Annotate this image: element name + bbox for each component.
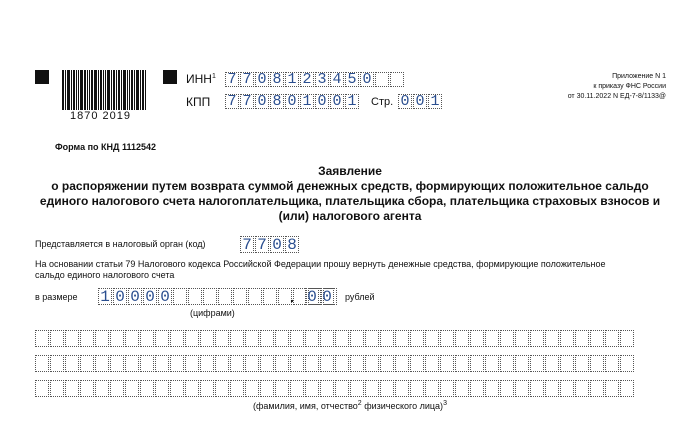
digit-cell[interactable]: 8 — [285, 236, 299, 253]
fio-cell[interactable] — [260, 330, 274, 347]
fio-cell[interactable] — [605, 330, 619, 347]
corner-marker-right — [163, 70, 177, 84]
fio-cell[interactable] — [545, 380, 559, 397]
fio-cell[interactable] — [440, 330, 454, 347]
fio-cell[interactable] — [560, 355, 574, 372]
fio-cell[interactable] — [185, 355, 199, 372]
fio-cell[interactable] — [530, 355, 544, 372]
digit-cell[interactable]: 3 — [315, 72, 329, 87]
fio-cell[interactable] — [260, 380, 274, 397]
fio-cell[interactable] — [620, 355, 634, 372]
fio-cell[interactable] — [335, 380, 349, 397]
fio-cell[interactable] — [515, 355, 529, 372]
tax-authority-label: Представляется в налоговый орган (код) — [35, 239, 206, 249]
fio-cell[interactable] — [605, 380, 619, 397]
fio-cell[interactable] — [140, 380, 154, 397]
page-label: Стр. — [371, 96, 394, 108]
fio-cell[interactable] — [590, 355, 604, 372]
doc-title-line-2: о распоряжении путем возврата суммой денежных средств, формирующих положительное сальдо — [51, 179, 649, 193]
fio-cell[interactable] — [305, 380, 319, 397]
fio-cell[interactable] — [530, 330, 544, 347]
fio-cell[interactable] — [215, 380, 229, 397]
tax-authority-field[interactable] — [240, 236, 300, 253]
fio-footnote-3: 3 — [443, 400, 447, 407]
fio-cell[interactable] — [170, 355, 184, 372]
appendix-line-2: к приказу ФНС России — [593, 83, 666, 90]
fio-cell[interactable] — [290, 355, 304, 372]
fio-cell[interactable] — [365, 355, 379, 372]
fio-cell[interactable] — [35, 330, 49, 347]
digit-cell[interactable] — [263, 288, 277, 305]
digit-cell[interactable]: 7 — [255, 236, 269, 253]
page-number-field[interactable] — [398, 94, 443, 109]
kopecks-field[interactable] — [305, 288, 335, 305]
fio-cell[interactable] — [140, 330, 154, 347]
digit-cell[interactable] — [375, 72, 389, 87]
basis-text-2: сальдо единого налогового счета — [35, 270, 175, 280]
fio-cell[interactable] — [110, 355, 124, 372]
fio-cell[interactable] — [425, 330, 439, 347]
fio-cell[interactable] — [110, 330, 124, 347]
fio-cell[interactable] — [515, 330, 529, 347]
fio-cell[interactable] — [95, 330, 109, 347]
fio-cell[interactable] — [500, 330, 514, 347]
form-code: Форма по КНД 1112542 — [55, 142, 156, 152]
fio-cell[interactable] — [395, 380, 409, 397]
fio-cell[interactable] — [245, 330, 259, 347]
appendix-line-3: от 30.11.2022 N ЕД-7-8/1133@ — [567, 93, 666, 100]
fio-cell[interactable] — [575, 380, 589, 397]
fio-cell[interactable] — [395, 355, 409, 372]
fio-cell[interactable] — [425, 380, 439, 397]
fio-cell[interactable] — [320, 330, 334, 347]
fio-cell[interactable] — [500, 380, 514, 397]
digit-cell[interactable]: 1 — [345, 94, 359, 109]
digit-cell[interactable]: 0 — [285, 94, 299, 109]
digit-cell[interactable] — [203, 288, 217, 305]
digit-cell[interactable] — [390, 72, 404, 87]
barcode-number: 1870 2019 — [70, 110, 131, 122]
fio-cell[interactable] — [365, 330, 379, 347]
fio-cell[interactable] — [185, 330, 199, 347]
digit-cell[interactable] — [233, 288, 247, 305]
digit-cell[interactable]: 1 — [98, 288, 112, 305]
fio-cell[interactable] — [620, 380, 634, 397]
amount-caption: (цифрами) — [190, 308, 235, 318]
fio-cell[interactable] — [485, 380, 499, 397]
fio-caption — [253, 400, 447, 411]
fio-cell[interactable] — [65, 330, 79, 347]
digit-cell[interactable]: 0 — [330, 94, 344, 109]
fio-cell[interactable] — [95, 355, 109, 372]
fio-cell[interactable] — [470, 330, 484, 347]
digit-cell[interactable]: 7 — [225, 94, 239, 109]
fio-cell[interactable] — [50, 355, 64, 372]
fio-cell[interactable] — [50, 330, 64, 347]
fio-caption-end: физического лица) — [361, 401, 444, 411]
fio-cell[interactable] — [485, 355, 499, 372]
fio-cell[interactable] — [320, 355, 334, 372]
fio-cell[interactable] — [410, 380, 424, 397]
fio-cell[interactable] — [35, 380, 49, 397]
digit-cell[interactable]: 7 — [240, 94, 254, 109]
fio-cell[interactable] — [380, 330, 394, 347]
digit-cell[interactable] — [218, 288, 232, 305]
fio-cell[interactable] — [425, 355, 439, 372]
fio-cell[interactable] — [515, 380, 529, 397]
fio-cell[interactable] — [230, 330, 244, 347]
digit-cell[interactable]: 0 — [113, 288, 127, 305]
amount-label: в размере — [35, 292, 78, 302]
doc-title-line-4: (или) налогового агента — [278, 209, 422, 223]
fio-cell[interactable] — [470, 355, 484, 372]
fio-cell[interactable] — [590, 380, 604, 397]
inn-field[interactable] — [225, 72, 405, 87]
fio-cell[interactable] — [620, 330, 634, 347]
fio-cell[interactable] — [365, 380, 379, 397]
fio-cell[interactable] — [485, 330, 499, 347]
basis-text-1: На основании статьи 79 Налогового кодекса Российской Федерации прошу вернуть денежные средства, формирующие положительное — [35, 259, 606, 269]
fio-cell[interactable] — [455, 330, 469, 347]
fio-cell[interactable] — [110, 380, 124, 397]
amount-dot: . — [290, 289, 294, 305]
fio-cell[interactable] — [410, 330, 424, 347]
kpp-label: КПП — [186, 95, 211, 109]
fio-cell[interactable] — [35, 355, 49, 372]
digit-cell[interactable]: 0 — [398, 94, 412, 109]
digit-cell[interactable]: 0 — [158, 288, 172, 305]
fio-cell[interactable] — [380, 380, 394, 397]
digit-cell[interactable]: 1 — [285, 72, 299, 87]
fio-cell[interactable] — [275, 355, 289, 372]
fio-cell[interactable] — [455, 355, 469, 372]
digit-cell[interactable]: 0 — [315, 94, 329, 109]
digit-cell[interactable] — [173, 288, 187, 305]
fio-cell[interactable] — [275, 330, 289, 347]
doc-title: Заявление — [318, 164, 382, 178]
fio-cell[interactable] — [80, 330, 94, 347]
fio-cell[interactable] — [470, 380, 484, 397]
fio-cell[interactable] — [185, 380, 199, 397]
fio-cell[interactable] — [80, 355, 94, 372]
corner-marker-left — [35, 70, 49, 84]
fio-cell[interactable] — [395, 330, 409, 347]
doc-title-line-3: единого налогового счета налогоплательщика, плательщика сбора, плательщика страховых взносов и — [39, 194, 661, 208]
fio-cell[interactable] — [335, 355, 349, 372]
digit-cell[interactable]: 8 — [270, 94, 284, 109]
fio-cell[interactable] — [350, 380, 364, 397]
fio-cell[interactable] — [125, 355, 139, 372]
fio-cell[interactable] — [125, 380, 139, 397]
fio-cell[interactable] — [575, 330, 589, 347]
fio-cell[interactable] — [410, 355, 424, 372]
fio-cell[interactable] — [290, 380, 304, 397]
digit-cell[interactable]: 4 — [330, 72, 344, 87]
digit-cell[interactable]: 0 — [413, 94, 427, 109]
digit-cell[interactable]: 0 — [270, 236, 284, 253]
digit-cell[interactable]: 1 — [300, 94, 314, 109]
fio-cell[interactable] — [335, 330, 349, 347]
fio-cell[interactable] — [170, 330, 184, 347]
fio-caption-text: (фамилия, имя, отчество — [253, 401, 358, 411]
fio-cell[interactable] — [215, 355, 229, 372]
fio-cell[interactable] — [155, 380, 169, 397]
digit-cell[interactable]: 0 — [143, 288, 157, 305]
digit-cell[interactable]: 5 — [345, 72, 359, 87]
fio-cell[interactable] — [560, 380, 574, 397]
fio-cell[interactable] — [530, 380, 544, 397]
appendix-note — [568, 72, 666, 102]
inn-label-text: ИНН — [186, 72, 212, 86]
fio-cell[interactable] — [230, 355, 244, 372]
digit-cell[interactable]: 0 — [360, 72, 374, 87]
fio-cell[interactable] — [65, 380, 79, 397]
digit-cell[interactable]: 0 — [128, 288, 142, 305]
digit-cell[interactable]: 1 — [428, 94, 442, 109]
digit-cell[interactable] — [188, 288, 202, 305]
fio-cell[interactable] — [380, 355, 394, 372]
digit-cell[interactable]: 0 — [305, 288, 319, 305]
digit-cell[interactable]: 8 — [270, 72, 284, 87]
fio-cell[interactable] — [350, 355, 364, 372]
fio-cell[interactable] — [200, 355, 214, 372]
fio-cell[interactable] — [125, 330, 139, 347]
digit-cell[interactable]: 7 — [225, 72, 239, 87]
fio-cell[interactable] — [350, 330, 364, 347]
fio-cell[interactable] — [260, 355, 274, 372]
fio-cell[interactable] — [590, 330, 604, 347]
inn-footnote: 1 — [211, 73, 216, 80]
fio-cell[interactable] — [215, 330, 229, 347]
fio-cell[interactable] — [275, 380, 289, 397]
fio-cell[interactable] — [95, 380, 109, 397]
fio-cell[interactable] — [80, 380, 94, 397]
fio-cell[interactable] — [545, 355, 559, 372]
fio-cell[interactable] — [545, 330, 559, 347]
currency-label: рублей — [345, 292, 375, 302]
fio-cell[interactable] — [140, 355, 154, 372]
fio-cell[interactable] — [230, 380, 244, 397]
digit-cell[interactable]: 7 — [240, 236, 254, 253]
fio-cell[interactable] — [440, 380, 454, 397]
digit-cell[interactable]: 0 — [320, 288, 334, 305]
kpp-field[interactable] — [225, 94, 360, 109]
fio-cell[interactable] — [575, 355, 589, 372]
digit-cell[interactable] — [248, 288, 262, 305]
fio-cell[interactable] — [305, 355, 319, 372]
digit-cell[interactable]: 0 — [255, 72, 269, 87]
fio-cell[interactable] — [155, 330, 169, 347]
amount-field[interactable] — [98, 288, 338, 305]
fio-cell[interactable] — [245, 355, 259, 372]
fio-cell[interactable] — [605, 355, 619, 372]
fio-cell[interactable] — [200, 330, 214, 347]
fio-row-1[interactable] — [35, 330, 635, 347]
digit-cell[interactable]: 0 — [255, 94, 269, 109]
fio-row-3[interactable] — [35, 380, 635, 397]
fio-cell[interactable] — [245, 380, 259, 397]
fio-cell[interactable] — [305, 330, 319, 347]
fio-cell[interactable] — [200, 380, 214, 397]
fio-cell[interactable] — [320, 380, 334, 397]
fio-cell[interactable] — [560, 330, 574, 347]
inn-label — [186, 72, 216, 86]
fio-cell[interactable] — [170, 380, 184, 397]
fio-footnote-2: 2 — [357, 400, 362, 407]
fio-cell[interactable] — [50, 380, 64, 397]
digit-cell[interactable]: 7 — [240, 72, 254, 87]
fio-cell[interactable] — [440, 355, 454, 372]
fio-cell[interactable] — [65, 355, 79, 372]
barcode — [62, 70, 147, 110]
fio-cell[interactable] — [155, 355, 169, 372]
fio-cell[interactable] — [500, 355, 514, 372]
fio-row-2[interactable] — [35, 355, 635, 372]
fio-cell[interactable] — [290, 330, 304, 347]
appendix-line-1: Приложение N 1 — [612, 73, 666, 80]
digit-cell[interactable]: 2 — [300, 72, 314, 87]
fio-cell[interactable] — [455, 380, 469, 397]
